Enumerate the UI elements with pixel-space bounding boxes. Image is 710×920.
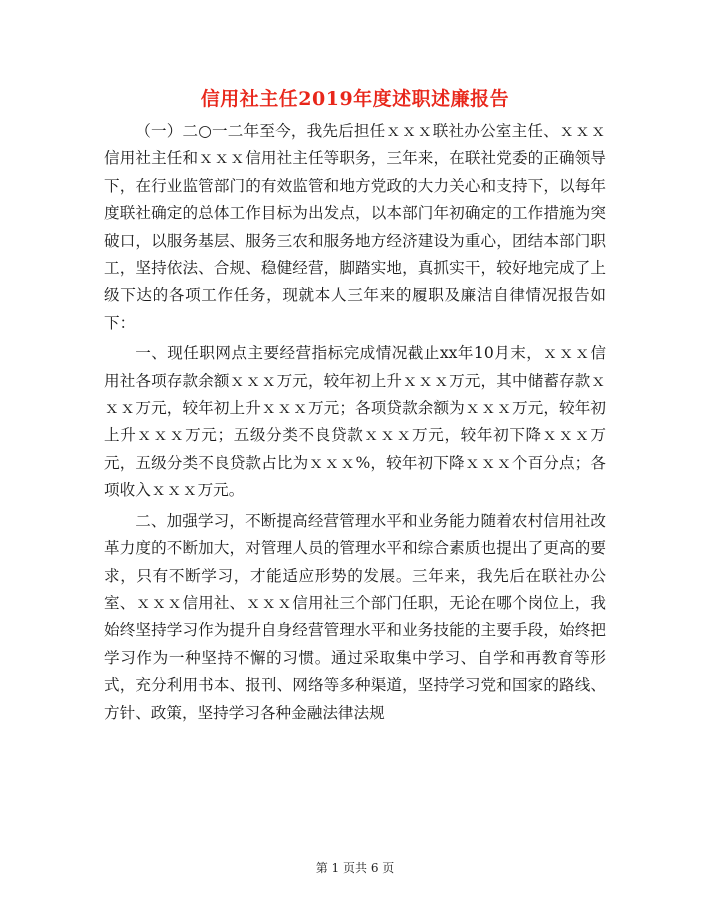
- paragraph-1: （一）二○一二年至今，我先后担任ｘｘｘ联社办公室主任、ｘｘｘ信用社主任和ｘｘｘ信用社主任等职务，三年来，在联社党委的正确领导下，在行业监管部门的有效监管和地方党政的大力关心和支持下，以每年度联社确定的总体工作目标为出发点，以本部门年初确定的工作措施为突破口，以服务基层、服务三农和服务地方经济建设为重心，团结本部门职工，坚持依法、合规、稳健经营，脚踏实地，真抓实干，较好地完成了上级下达的各项工作任务，现就本人三年来的履职及廉洁自律情况报告如下：: [104, 122, 606, 332]
- page-footer: 第 1 页共 6 页: [315, 861, 395, 875]
- paragraph-3: 二、加强学习，不断提高经营管理水平和业务能力随着农村信用社改革力度的不断加大，对管理人员的管理水平和综合素质也提出了更高的要求，只有不断学习，才能适应形势的发展。三年来，我先后在联社办公室、ｘｘｘ信用社、ｘｘｘ信用社三个部门任职，无论在哪个岗位上，我始终坚持学习作为提升自身经营管理水平和业务技能的主要手段，始终把学习作为一种坚持不懈的习惯。通过采取集中学习、自学和再教育等形式，充分利用书本、报刊、网络等多种渠道，坚持学习党和国家的路线、方针、政策，坚持学习各种金融法律法规: [104, 511, 606, 722]
- document-body: [104, 118, 606, 727]
- paragraph-2: 一、现任职网点主要经营指标完成情况截止xx年10月末，ｘｘｘ信用社各项存款余额ｘｘｘ万元，较年初上升ｘｘｘ万元，其中储蓄存款ｘｘｘ万元，较年初上升ｘｘｘ万元；各项贷款余额为ｘｘｘ万元，较年初上升ｘｘｘ万元；五级分类不良贷款ｘｘｘ万元，较年初下降ｘｘｘ万元，五级分类不良贷款占比为ｘｘｘ%，较年初下降ｘｘｘ个百分点；各项收入ｘｘｘ万元。: [104, 344, 606, 500]
- document-title: 信用社主任2019年度述职述廉报告: [200, 88, 510, 110]
